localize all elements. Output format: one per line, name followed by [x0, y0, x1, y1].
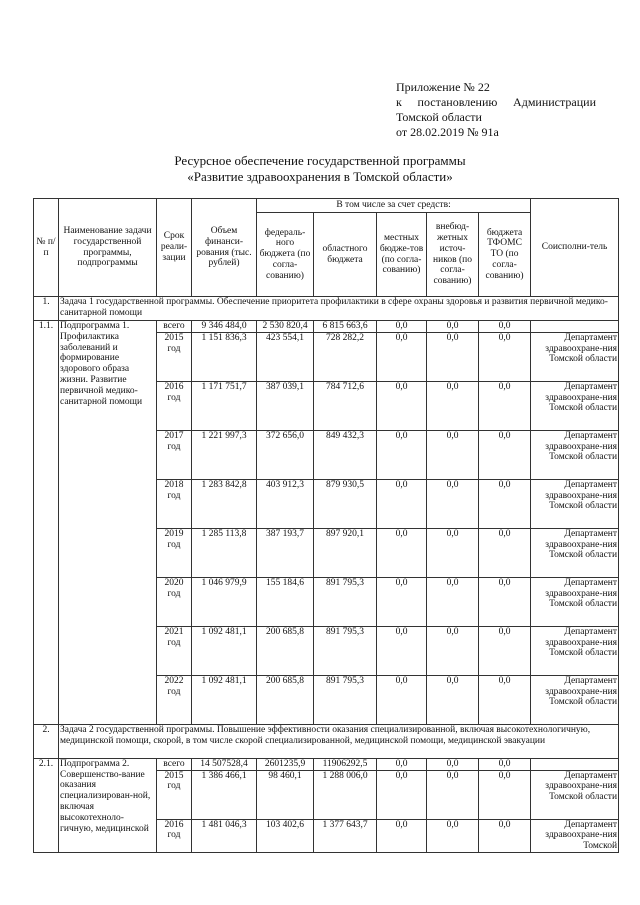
regional-cell: 891 795,3 — [314, 675, 377, 724]
local-cell: 0,0 — [377, 675, 427, 724]
term-cell: 2017 год — [157, 430, 192, 479]
resource-table — [33, 198, 619, 853]
tfoms-cell: 0,0 — [479, 381, 531, 430]
offbudget-cell: 0,0 — [427, 332, 479, 381]
term-cell: всего — [157, 758, 192, 770]
executor-cell: Департамент здравоохране-ния Томской области — [531, 770, 619, 819]
executor-cell: Департамент здравоохране-ния Томской области — [531, 528, 619, 577]
executor-cell — [531, 321, 619, 333]
header-regional: областного бюджета — [314, 213, 377, 297]
federal-cell: 98 460,1 — [257, 770, 314, 819]
tfoms-cell: 0,0 — [479, 675, 531, 724]
term-cell: 2018 год — [157, 479, 192, 528]
header-including: В том числе за счет средств: — [257, 199, 531, 213]
volume-cell: 1 221 997,3 — [192, 430, 257, 479]
offbudget-cell: 0,0 — [427, 770, 479, 819]
federal-cell: 200 685,8 — [257, 626, 314, 675]
volume-cell: 9 346 484,0 — [192, 321, 257, 333]
tfoms-cell: 0,0 — [479, 758, 531, 770]
tfoms-cell: 0,0 — [479, 430, 531, 479]
regional-cell: 728 282,2 — [314, 332, 377, 381]
offbudget-cell: 0,0 — [427, 381, 479, 430]
regional-cell: 891 795,3 — [314, 577, 377, 626]
volume-cell: 1 092 481,1 — [192, 626, 257, 675]
document-title — [0, 153, 640, 185]
executor-cell: Департамент здравоохране-ния Томской области — [531, 381, 619, 430]
regional-cell: 11906292,5 — [314, 758, 377, 770]
header-tfoms: бюджета ТФОМС ТО (по согла-сованию) — [479, 213, 531, 297]
federal-cell: 403 912,3 — [257, 479, 314, 528]
header-name: Наименование задачи государственной программы, подпрограммы — [59, 199, 157, 297]
regional-cell: 6 815 663,6 — [314, 321, 377, 333]
appendix-line-2-left: к — [396, 95, 402, 109]
tfoms-cell: 0,0 — [479, 332, 531, 381]
program-name: Подпрограмма 1. Профилактика заболеваний и формирование здорового образа жизни. Развитие первичной медико-санитарной помощи — [59, 321, 157, 725]
volume-cell: 1 092 481,1 — [192, 675, 257, 724]
tfoms-cell: 0,0 — [479, 528, 531, 577]
federal-cell: 103 402,6 — [257, 819, 314, 852]
offbudget-cell: 0,0 — [427, 819, 479, 852]
program-num: 2.1. — [34, 758, 59, 852]
program-total-row — [34, 758, 619, 770]
header-term: Срок реали-зации — [157, 199, 192, 297]
volume-cell: 1 151 836,3 — [192, 332, 257, 381]
volume-cell: 1 046 979,9 — [192, 577, 257, 626]
appendix-line-2 — [396, 95, 596, 110]
executor-cell: Департамент здравоохране-ния Томской — [531, 819, 619, 852]
title-line-2: «Развитие здравоохранения в Томской области» — [187, 169, 453, 184]
tfoms-cell: 0,0 — [479, 577, 531, 626]
term-cell: 2016 год — [157, 381, 192, 430]
local-cell: 0,0 — [377, 819, 427, 852]
regional-cell: 879 930,5 — [314, 479, 377, 528]
volume-cell: 1 285 113,8 — [192, 528, 257, 577]
tfoms-cell: 0,0 — [479, 770, 531, 819]
task-num: 1. — [34, 297, 59, 321]
appendix-block — [396, 80, 606, 140]
executor-cell: Департамент здравоохране-ния Томской области — [531, 626, 619, 675]
appendix-line-3: Томской области — [396, 110, 482, 124]
local-cell: 0,0 — [377, 332, 427, 381]
term-cell: 2022 год — [157, 675, 192, 724]
header-federal: федераль-ного бюджета (по согла-сованию) — [257, 213, 314, 297]
program-total-row — [34, 321, 619, 333]
tfoms-cell: 0,0 — [479, 626, 531, 675]
task-text: Задача 2 государственной программы. Повышение эффективности оказания специализированной, включая высокотехнологичную, медицинской помощи, скорой, в том числе скорой специализированной, медицинской помощи, медицинской эвакуации — [59, 724, 619, 758]
regional-cell: 897 920,1 — [314, 528, 377, 577]
executor-cell — [531, 758, 619, 770]
term-cell: всего — [157, 321, 192, 333]
local-cell: 0,0 — [377, 577, 427, 626]
executor-cell: Департамент здравоохране-ния Томской области — [531, 332, 619, 381]
local-cell: 0,0 — [377, 381, 427, 430]
local-cell: 0,0 — [377, 430, 427, 479]
executor-cell: Департамент здравоохране-ния Томской области — [531, 479, 619, 528]
volume-cell: 1 386 466,1 — [192, 770, 257, 819]
federal-cell: 2601235,9 — [257, 758, 314, 770]
federal-cell: 387 039,1 — [257, 381, 314, 430]
volume-cell: 14 507528,4 — [192, 758, 257, 770]
executor-cell: Департамент здравоохране-ния Томской области — [531, 577, 619, 626]
federal-cell: 2 530 820,4 — [257, 321, 314, 333]
header-local: местных бюдже-тов (по согла-сованию) — [377, 213, 427, 297]
executor-cell: Департамент здравоохране-ния Томской области — [531, 430, 619, 479]
tfoms-cell: 0,0 — [479, 321, 531, 333]
appendix-line-4: от 28.02.2019 № 91а — [396, 125, 499, 139]
federal-cell: 387 193,7 — [257, 528, 314, 577]
federal-cell: 372 656,0 — [257, 430, 314, 479]
appendix-line-2-mid: постановлению — [417, 95, 498, 109]
header-offbudget: внебюд-жетных источ-ников (по согла-сованию) — [427, 213, 479, 297]
offbudget-cell: 0,0 — [427, 430, 479, 479]
volume-cell: 1 171 751,7 — [192, 381, 257, 430]
term-cell: 2015 год — [157, 332, 192, 381]
local-cell: 0,0 — [377, 626, 427, 675]
term-cell: 2016 год — [157, 819, 192, 852]
term-cell: 2021 год — [157, 626, 192, 675]
task-row — [34, 724, 619, 758]
regional-cell: 1 377 643,7 — [314, 819, 377, 852]
program-name: Подпрограмма 2. Совершенство-вание оказания специализирован-ной, включая высокотехноло-гичную, медицинской — [59, 758, 157, 852]
tfoms-cell: 0,0 — [479, 479, 531, 528]
header-num: № п/п — [34, 199, 59, 297]
appendix-line-1: Приложение № 22 — [396, 80, 490, 94]
term-cell: 2019 год — [157, 528, 192, 577]
term-cell: 2015 год — [157, 770, 192, 819]
regional-cell: 784 712,6 — [314, 381, 377, 430]
offbudget-cell: 0,0 — [427, 577, 479, 626]
term-cell: 2020 год — [157, 577, 192, 626]
regional-cell: 891 795,3 — [314, 626, 377, 675]
federal-cell: 423 554,1 — [257, 332, 314, 381]
offbudget-cell: 0,0 — [427, 758, 479, 770]
appendix-line-2-right: Администрации — [513, 95, 596, 109]
volume-cell: 1 283 842,8 — [192, 479, 257, 528]
offbudget-cell: 0,0 — [427, 626, 479, 675]
regional-cell: 849 432,3 — [314, 430, 377, 479]
local-cell: 0,0 — [377, 758, 427, 770]
task-text: Задача 1 государственной программы. Обеспечение приоритета профилактики в сфере охраны здоровья и развития первичной медико-санитарной помощи — [59, 297, 619, 321]
local-cell: 0,0 — [377, 479, 427, 528]
header-executor: Соисполни-тель — [531, 199, 619, 297]
executor-cell: Департамент здравоохране-ния Томской области — [531, 675, 619, 724]
header-row-1 — [34, 199, 619, 213]
task-row — [34, 297, 619, 321]
regional-cell: 1 288 006,0 — [314, 770, 377, 819]
federal-cell: 200 685,8 — [257, 675, 314, 724]
offbudget-cell: 0,0 — [427, 528, 479, 577]
offbudget-cell: 0,0 — [427, 321, 479, 333]
program-num: 1.1. — [34, 321, 59, 725]
local-cell: 0,0 — [377, 770, 427, 819]
volume-cell: 1 481 046,3 — [192, 819, 257, 852]
federal-cell: 155 184,6 — [257, 577, 314, 626]
task-num: 2. — [34, 724, 59, 758]
header-volume: Объем финанси-рования (тыс. рублей) — [192, 199, 257, 297]
offbudget-cell: 0,0 — [427, 479, 479, 528]
title-line-1: Ресурсное обеспечение государственной программы — [174, 153, 466, 168]
tfoms-cell: 0,0 — [479, 819, 531, 852]
local-cell: 0,0 — [377, 321, 427, 333]
offbudget-cell: 0,0 — [427, 675, 479, 724]
local-cell: 0,0 — [377, 528, 427, 577]
